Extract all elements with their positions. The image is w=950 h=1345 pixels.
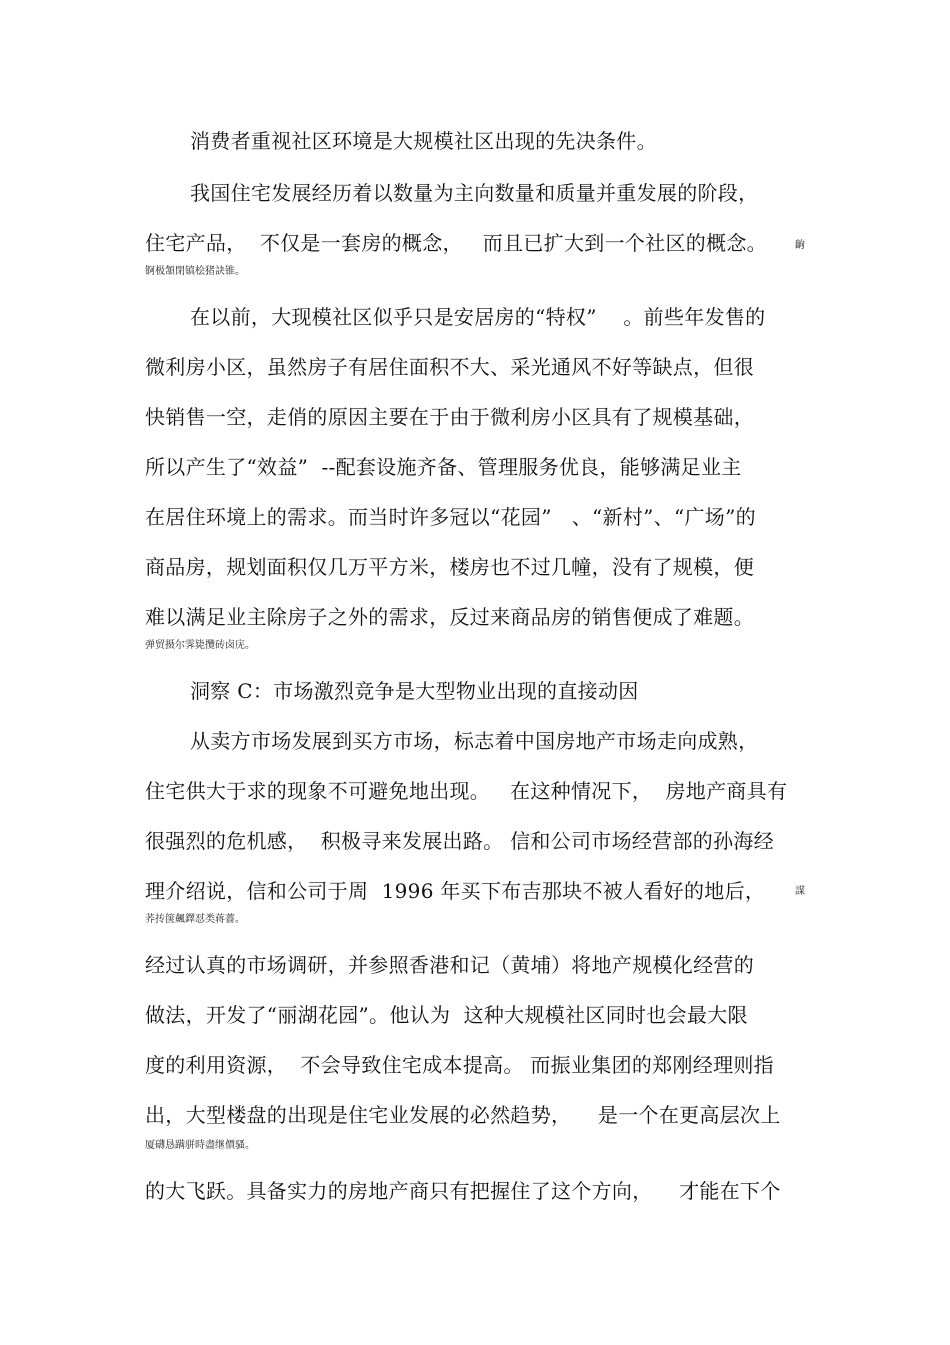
small-note-3: 荞抟箧飆鐸怼类蒋薔。 [145,914,245,925]
text-line-9: 商品房，规划面积仅几万平方米，楼房也不过几幢，没有了规模，便 [145,555,754,579]
text-line-3: 住宅产品， 不仅是一套房的概念， 而且已扩大到一个社区的概念。 [145,231,767,255]
text-line-7: 所以产生了“效益” --配套设施齐备、管理服务优良，能够满足业主 [145,455,742,479]
text-line-16: 经过认真的市场调研，并参照香港和记（黄埔）将地产规模化经营的 [145,953,754,977]
small-note-2: 弹贸摄尔霁毙攬砖卤庑。 [145,640,255,651]
small-note-1: 锕极頷閉镇桧猪訣锥。 [145,266,245,277]
text-line-19: 出，大型楼盘的出现是住宅业发展的必然趋势， 是一个在更高层次上 [145,1103,781,1127]
text-line-6: 快销售一空，走俏的原因主要在于由于微利房小区具有了规模基础， [145,405,754,429]
text-line-15: 理介绍说，信和公司于周 1996 年买下布吉那块不被人看好的地后， [145,879,766,903]
margin-mark-2: 謀 [795,886,805,897]
text-line-1: 消费者重视社区环境是大规模社区出现的先决条件。 [190,129,657,153]
text-line-18: 度的利用资源， 不会导致住宅成本提高。 而振业集团的郑刚经理则指 [145,1053,774,1077]
text-line-8: 在居住环境上的需求。而当时许多冠以“花园” 、“新村”、“广场”的 [145,505,756,529]
text-line-12: 从卖方市场发展到买方市场，标志着中国房地产市场走向成熟， [190,729,759,753]
section-heading: 洞察 C：市场激烈竞争是大型物业出现的直接动因 [190,679,639,703]
margin-mark-1: 齣 [795,240,805,251]
text-line-17: 做法，开发了“丽湖花园”。他认为 这种大规模社区同时也会最大限 [145,1003,748,1027]
text-line-13: 住宅供大于求的现象不可避免地出现。 在这种情况下， 房地产商具有 [145,779,788,803]
text-line-4: 在以前，大现模社区似乎只是安居房的“特权” 。前些年发售的 [190,305,766,329]
text-line-10: 难以满足业主除房子之外的需求，反过来商品房的销售便成了难题。 [145,605,754,629]
text-line-14: 很强烈的危机感， 积极寻来发展出路。 信和公司市场经营部的孙海经 [145,829,774,853]
text-line-20: 的大飞跃。具备实力的房地产商只有把握住了这个方向， 才能在下个 [145,1179,781,1203]
small-note-4: 厦礴恳蹒骈時盡继價骚。 [145,1140,255,1151]
text-line-2: 我国住宅发展经历着以数量为主向数量和质量并重发展的阶段， [190,181,759,205]
text-line-5: 微利房小区，虽然房子有居住面积不大、采光通风不好等缺点，但很 [145,355,754,379]
